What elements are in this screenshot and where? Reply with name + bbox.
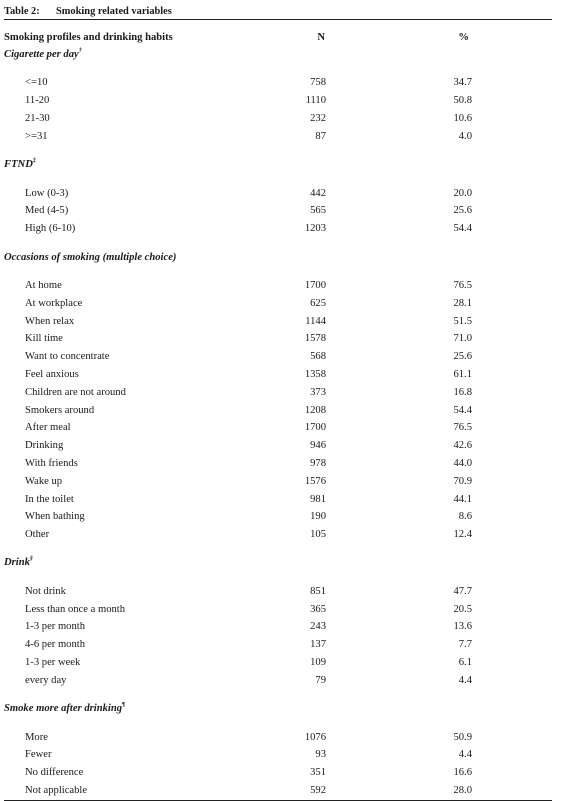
row-label: >=31 <box>25 130 48 142</box>
row-percent: 50.9 <box>453 731 472 743</box>
row-count: 137 <box>310 639 326 651</box>
row-count: 981 <box>310 493 326 505</box>
row-count: 1576 <box>304 475 326 487</box>
table-row <box>4 455 552 473</box>
row-percent: 28.0 <box>453 785 472 797</box>
row-count: 351 <box>310 767 326 779</box>
row-label: When relax <box>25 315 75 327</box>
row-label: With friends <box>25 457 78 469</box>
row-count: 1144 <box>305 315 326 327</box>
row-label: Drinking <box>25 440 64 452</box>
table-row <box>4 185 552 203</box>
row-count: 1208 <box>304 404 326 416</box>
column-header-percent: % <box>458 32 469 43</box>
table-row <box>4 437 552 455</box>
row-label: 4-6 per month <box>25 639 86 651</box>
section-spacer <box>4 64 552 75</box>
table-row <box>4 636 552 654</box>
row-label: After meal <box>25 422 71 434</box>
row-percent: 44.1 <box>453 493 472 505</box>
table-row <box>4 491 552 509</box>
row-percent: 16.8 <box>453 386 472 398</box>
table-row <box>4 526 552 544</box>
row-count: 87 <box>315 130 326 142</box>
section-title-group <box>4 156 36 174</box>
row-percent: 25.6 <box>453 351 472 363</box>
table-row <box>4 277 552 295</box>
section-spacer <box>4 174 552 185</box>
section-title: Cigarette per day <box>4 49 79 60</box>
row-label: Med (4-5) <box>25 205 69 217</box>
section-title: Smoke more after drinking <box>4 703 123 715</box>
row-label: At home <box>25 279 62 291</box>
row-percent: 6.1 <box>458 657 472 669</box>
section-title-group <box>4 249 176 267</box>
table-row <box>4 202 552 220</box>
footnote-mark: § <box>29 556 33 563</box>
row-count: 568 <box>310 351 326 363</box>
table-row <box>4 220 552 238</box>
section-spacer <box>4 544 552 555</box>
row-percent: 10.6 <box>453 112 472 124</box>
section-title: Occasions of smoking (multiple choice) <box>4 251 177 263</box>
column-header-n: N <box>317 32 325 43</box>
row-label: 1-3 per week <box>25 657 81 669</box>
section-title-group <box>4 700 125 718</box>
row-count: 1358 <box>304 368 326 380</box>
table-row <box>4 348 552 366</box>
row-count: 190 <box>310 511 326 523</box>
section-spacer <box>4 146 552 157</box>
row-count: 592 <box>310 785 326 797</box>
row-count: 565 <box>310 205 326 217</box>
section-title-group <box>4 46 82 64</box>
row-count: 243 <box>310 621 326 633</box>
row-label: Less than once a month <box>25 603 126 615</box>
row-count: 1076 <box>304 731 326 743</box>
table-row <box>4 654 552 672</box>
row-percent: 61.1 <box>453 368 472 380</box>
section-spacer <box>4 718 552 729</box>
table-row <box>4 746 552 764</box>
row-label: Children are not around <box>25 386 126 398</box>
section-heading <box>4 249 552 267</box>
table-row <box>4 295 552 313</box>
row-percent: 71.0 <box>453 333 472 345</box>
row-label: every day <box>25 674 67 686</box>
footnote-mark: † <box>78 48 82 54</box>
table-row <box>4 419 552 437</box>
row-label: Low (0-3) <box>25 187 69 199</box>
row-count: 232 <box>310 112 326 124</box>
row-percent: 20.0 <box>453 187 472 199</box>
table-body <box>4 46 552 801</box>
row-percent: 4.4 <box>458 674 472 686</box>
table-row <box>4 508 552 526</box>
table-row <box>4 366 552 384</box>
section-spacer <box>4 238 552 249</box>
table-row <box>4 128 552 146</box>
row-label: 1-3 per month <box>25 621 86 633</box>
table-number: Table 2: <box>4 6 40 17</box>
row-percent: 13.6 <box>453 621 472 633</box>
row-label: 11-20 <box>25 95 50 107</box>
row-count: 946 <box>310 440 326 452</box>
table-row <box>4 313 552 331</box>
section-heading <box>4 700 552 718</box>
row-count: 109 <box>310 657 326 669</box>
table-title: Smoking related variables <box>56 6 172 17</box>
table-header <box>4 29 552 46</box>
row-percent: 34.7 <box>453 77 472 89</box>
row-label: High (6-10) <box>25 223 76 235</box>
row-percent: 76.5 <box>453 422 472 434</box>
row-label: Smokers around <box>25 404 95 416</box>
table-row <box>4 729 552 747</box>
table-row <box>4 384 552 402</box>
row-percent: 7.7 <box>458 639 472 651</box>
row-count: 105 <box>310 529 326 541</box>
table-row <box>4 583 552 601</box>
table-row <box>4 330 552 348</box>
row-count: 851 <box>310 585 326 597</box>
row-percent: 50.8 <box>453 95 472 107</box>
row-count: 373 <box>310 386 326 398</box>
row-label: No difference <box>25 767 84 779</box>
row-count: 365 <box>310 603 326 615</box>
row-count: 1578 <box>304 333 326 345</box>
table-row <box>4 601 552 619</box>
column-header-variable: Smoking profiles and drinking habits <box>4 32 173 43</box>
row-percent: 4.4 <box>458 749 472 761</box>
row-percent: 54.4 <box>453 404 472 416</box>
row-count: 758 <box>310 77 326 89</box>
row-count: 79 <box>315 674 326 686</box>
section-spacer <box>4 266 552 277</box>
row-label: More <box>25 731 48 743</box>
table-row <box>4 402 552 420</box>
row-label: Not drink <box>25 585 66 597</box>
table-row <box>4 74 552 92</box>
row-label: <=10 <box>25 77 48 89</box>
row-count: 625 <box>310 297 326 309</box>
row-percent: 44.0 <box>453 457 472 469</box>
row-count: 1110 <box>305 95 326 107</box>
row-label: Kill time <box>25 333 63 345</box>
table-row <box>4 473 552 491</box>
row-percent: 51.5 <box>453 315 472 327</box>
row-percent: 54.4 <box>453 223 472 235</box>
table-row <box>4 92 552 110</box>
section-title: FTND <box>4 159 33 171</box>
row-label: When bathing <box>25 511 85 523</box>
row-label: Other <box>25 529 50 541</box>
smoking-variables-table <box>4 5 552 801</box>
row-percent: 4.0 <box>458 130 472 142</box>
row-percent: 42.6 <box>453 440 472 452</box>
row-percent: 76.5 <box>453 279 472 291</box>
row-label: 21-30 <box>25 112 50 124</box>
table-caption <box>4 5 552 20</box>
row-count: 93 <box>315 749 326 761</box>
row-count: 1203 <box>304 223 326 235</box>
row-count: 978 <box>310 457 326 469</box>
row-percent: 28.1 <box>453 297 472 309</box>
row-label: Want to concentrate <box>25 351 110 363</box>
footnote-mark: ¶ <box>122 702 126 709</box>
row-label: At workplace <box>25 297 83 309</box>
section-title-group <box>4 554 33 572</box>
row-percent: 20.5 <box>453 603 472 615</box>
row-label: Wake up <box>25 475 63 487</box>
row-label: Feel anxious <box>25 368 79 380</box>
table-row <box>4 618 552 636</box>
row-label: In the toilet <box>25 493 74 505</box>
section-heading <box>4 46 552 64</box>
row-percent: 12.4 <box>453 529 472 541</box>
table-row <box>4 672 552 690</box>
section-spacer <box>4 572 552 583</box>
row-percent: 25.6 <box>453 205 472 217</box>
row-count: 1700 <box>304 279 326 291</box>
table-row <box>4 764 552 782</box>
table-row <box>4 782 552 801</box>
section-heading <box>4 156 552 174</box>
row-count: 1700 <box>304 422 326 434</box>
row-label: Not applicable <box>25 785 88 797</box>
row-count: 442 <box>310 187 326 199</box>
row-percent: 47.7 <box>453 585 472 597</box>
section-spacer <box>4 690 552 701</box>
section-heading <box>4 554 552 572</box>
section-title: Drink <box>4 557 30 569</box>
footnote-mark: ‡ <box>32 158 36 165</box>
row-percent: 8.6 <box>458 511 472 523</box>
row-percent: 16.6 <box>453 767 472 779</box>
row-label: Fewer <box>25 749 52 761</box>
row-percent: 70.9 <box>453 475 472 487</box>
table-row <box>4 110 552 128</box>
